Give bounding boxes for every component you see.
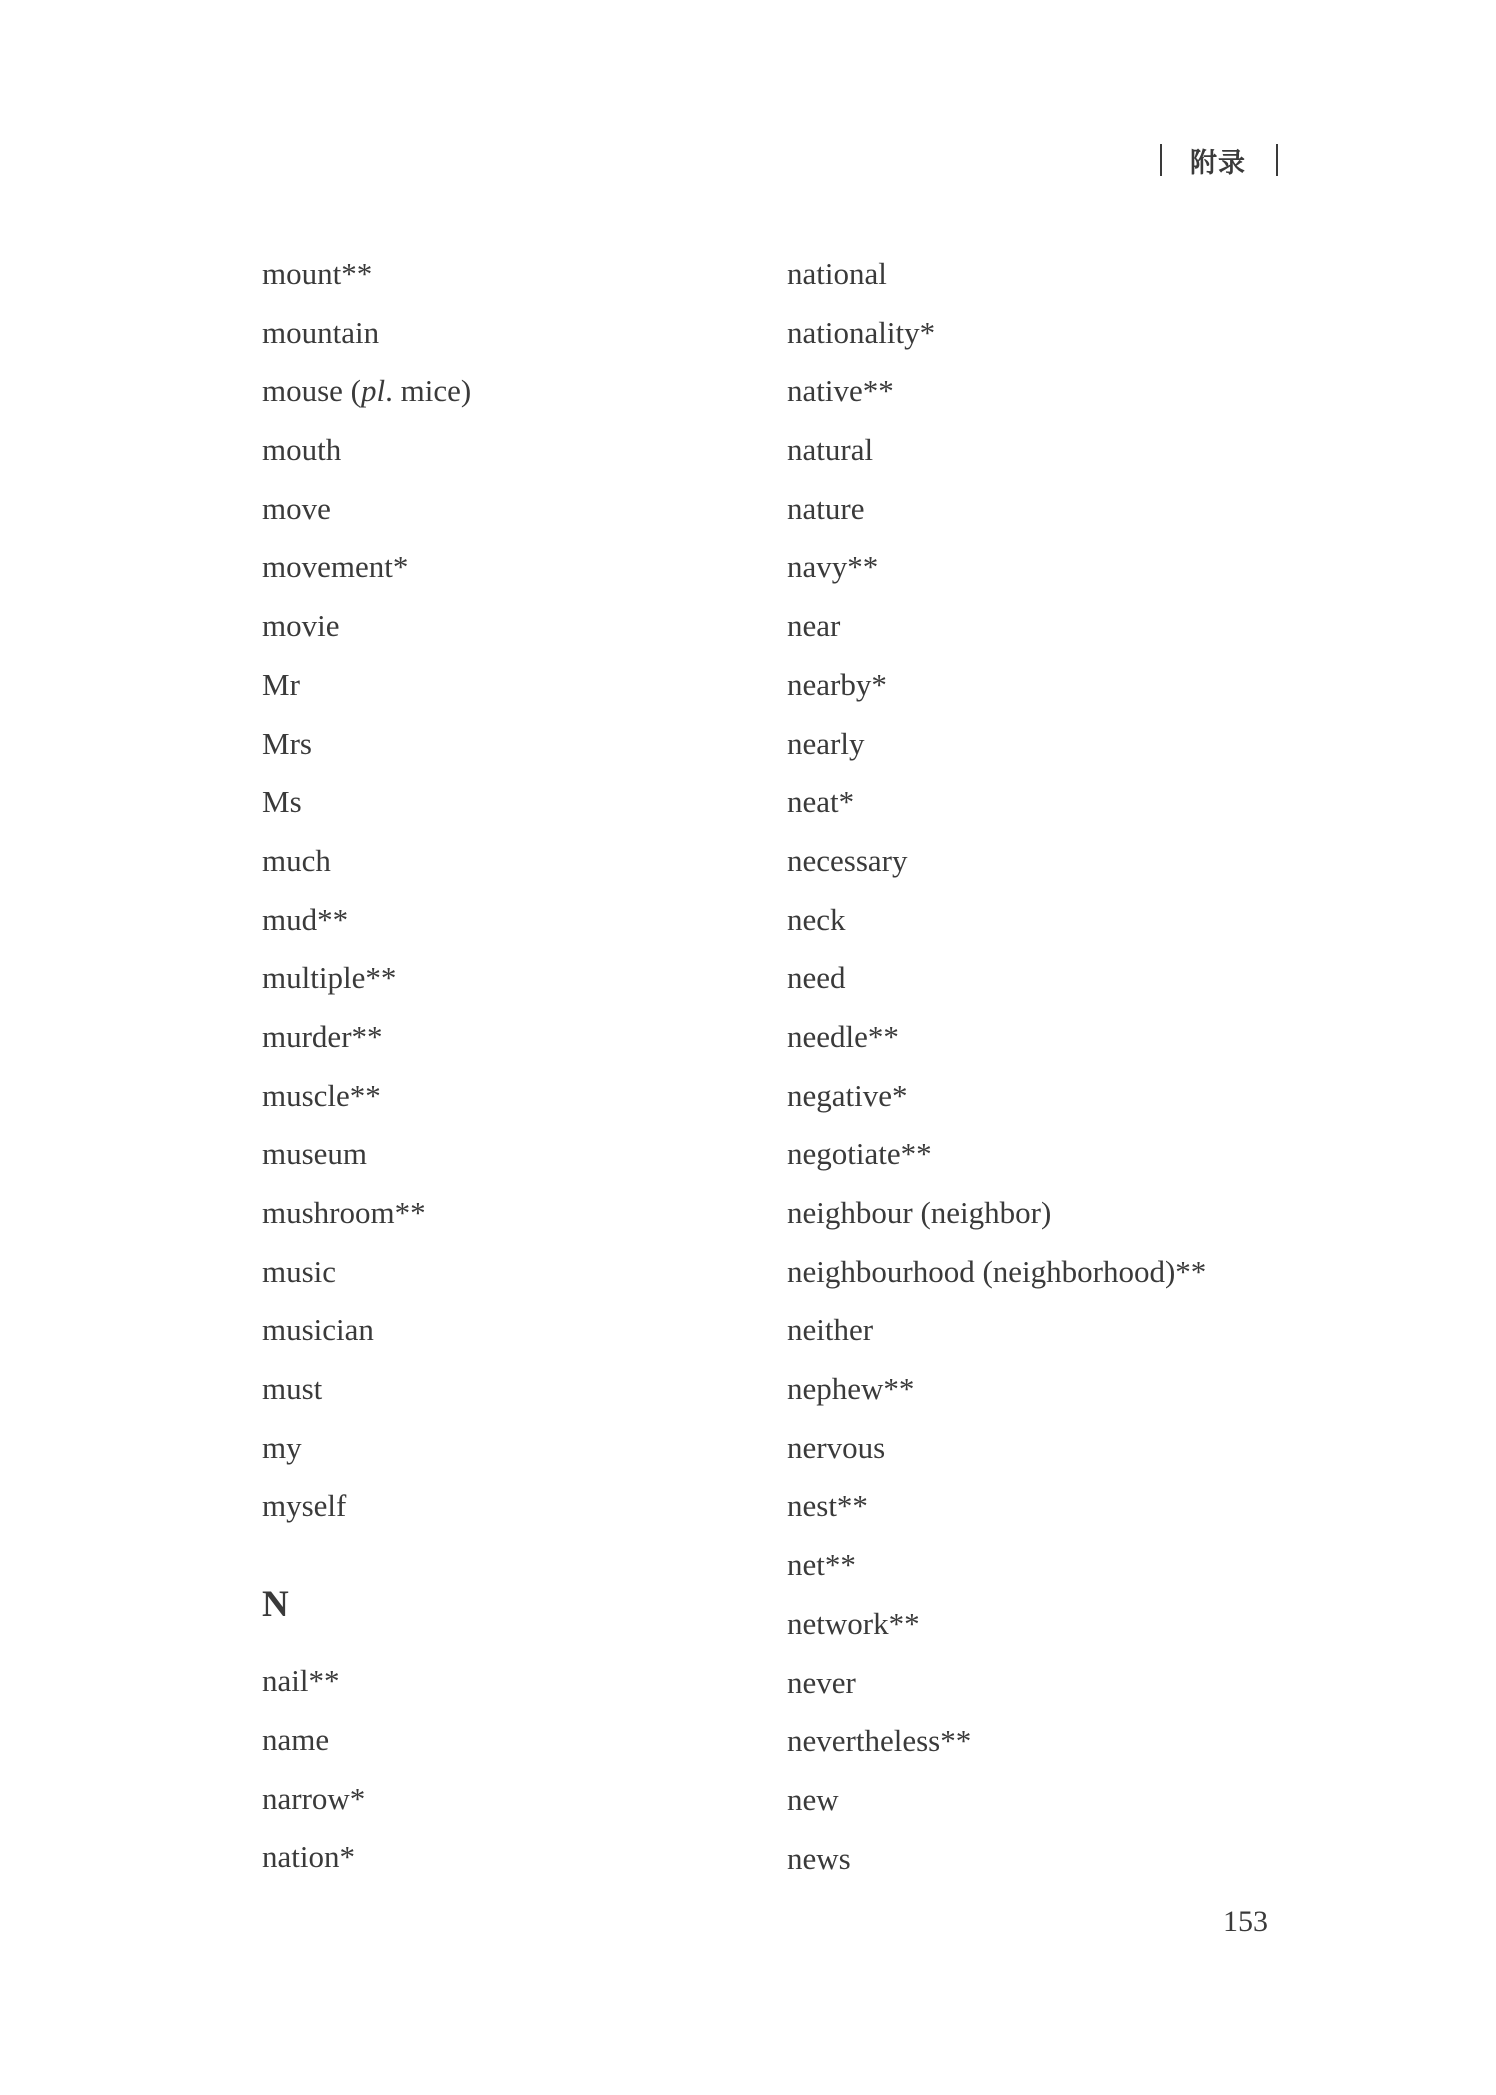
word-entry: neat* <box>787 784 855 820</box>
word-entry: Mrs <box>262 725 312 761</box>
word-entry: narrow* <box>262 1780 366 1816</box>
mouse-word: mouse ( <box>262 373 362 409</box>
word-entry: network** <box>787 1605 920 1641</box>
right-word-column <box>787 245 1347 1888</box>
word-entry: movie <box>262 608 340 644</box>
word-entry: nervous <box>787 1429 886 1465</box>
word-entry: movement* <box>262 549 409 585</box>
word-entry: multiple** <box>262 960 397 996</box>
word-entry: mountain <box>262 314 380 350</box>
running-header <box>1160 140 1278 180</box>
word-entry: navy** <box>787 549 879 585</box>
word-entry: murder** <box>262 1018 383 1054</box>
word-entry: nevertheless** <box>787 1723 972 1759</box>
word-entry: news <box>787 1840 851 1876</box>
word-entry: mushroom** <box>262 1195 426 1230</box>
word-entry: nationality* <box>787 314 936 350</box>
word-entry: never <box>787 1664 856 1700</box>
word-entry: must <box>262 1371 323 1407</box>
word-entry: nephew** <box>787 1371 915 1407</box>
header-left-rule <box>1160 144 1162 176</box>
word-entry: nearby* <box>787 666 887 702</box>
word-entry: Mr <box>262 666 300 702</box>
word-entry: music <box>262 1253 337 1289</box>
word-entry: nest** <box>787 1488 868 1524</box>
word-entry: neck <box>787 901 846 937</box>
word-entry: muscle** <box>262 1077 381 1113</box>
word-entry: name <box>262 1721 330 1757</box>
word-entry: nation* <box>262 1839 355 1875</box>
word-entry: neighbour (neighbor) <box>787 1195 1052 1230</box>
word-entry: mouth <box>262 432 342 468</box>
word-entry: move <box>262 490 331 526</box>
page-number: 153 <box>1223 1905 1268 1938</box>
header-title: 附录 <box>1190 147 1246 179</box>
word-entry: musician <box>262 1312 374 1348</box>
word-entry: Ms <box>262 784 302 820</box>
plural-abbr: pl <box>361 373 386 409</box>
word-entry: new <box>787 1781 839 1817</box>
word-entry: neither <box>787 1312 874 1348</box>
word-entry: net** <box>787 1547 856 1583</box>
word-entry: needle** <box>787 1018 899 1054</box>
word-entry: native** <box>787 373 894 409</box>
word-entry: near <box>787 608 841 644</box>
section-letter-heading: N <box>262 1584 289 1626</box>
header-right-rule <box>1276 144 1278 176</box>
mouse-plural: . mice) <box>385 373 472 409</box>
word-entry: nail** <box>262 1663 340 1699</box>
word-entry: natural <box>787 432 874 468</box>
word-entry: negotiate** <box>787 1136 932 1172</box>
word-entry: negative* <box>787 1077 908 1113</box>
word-entry: neighbourhood (neighborhood)** <box>787 1253 1207 1289</box>
word-entry: need <box>787 960 846 996</box>
word-entry: mount** <box>262 256 373 291</box>
left-word-column <box>262 245 762 1887</box>
word-entry: mud** <box>262 901 349 937</box>
word-entry: necessary <box>787 842 908 878</box>
word-entry-mouse <box>262 362 762 421</box>
word-entry: much <box>262 842 331 878</box>
word-entry: myself <box>262 1488 347 1524</box>
word-entry: my <box>262 1429 302 1465</box>
word-entry: museum <box>262 1136 368 1172</box>
word-entry: nature <box>787 490 865 526</box>
word-entry: nearly <box>787 725 865 761</box>
word-entry: national <box>787 256 887 291</box>
